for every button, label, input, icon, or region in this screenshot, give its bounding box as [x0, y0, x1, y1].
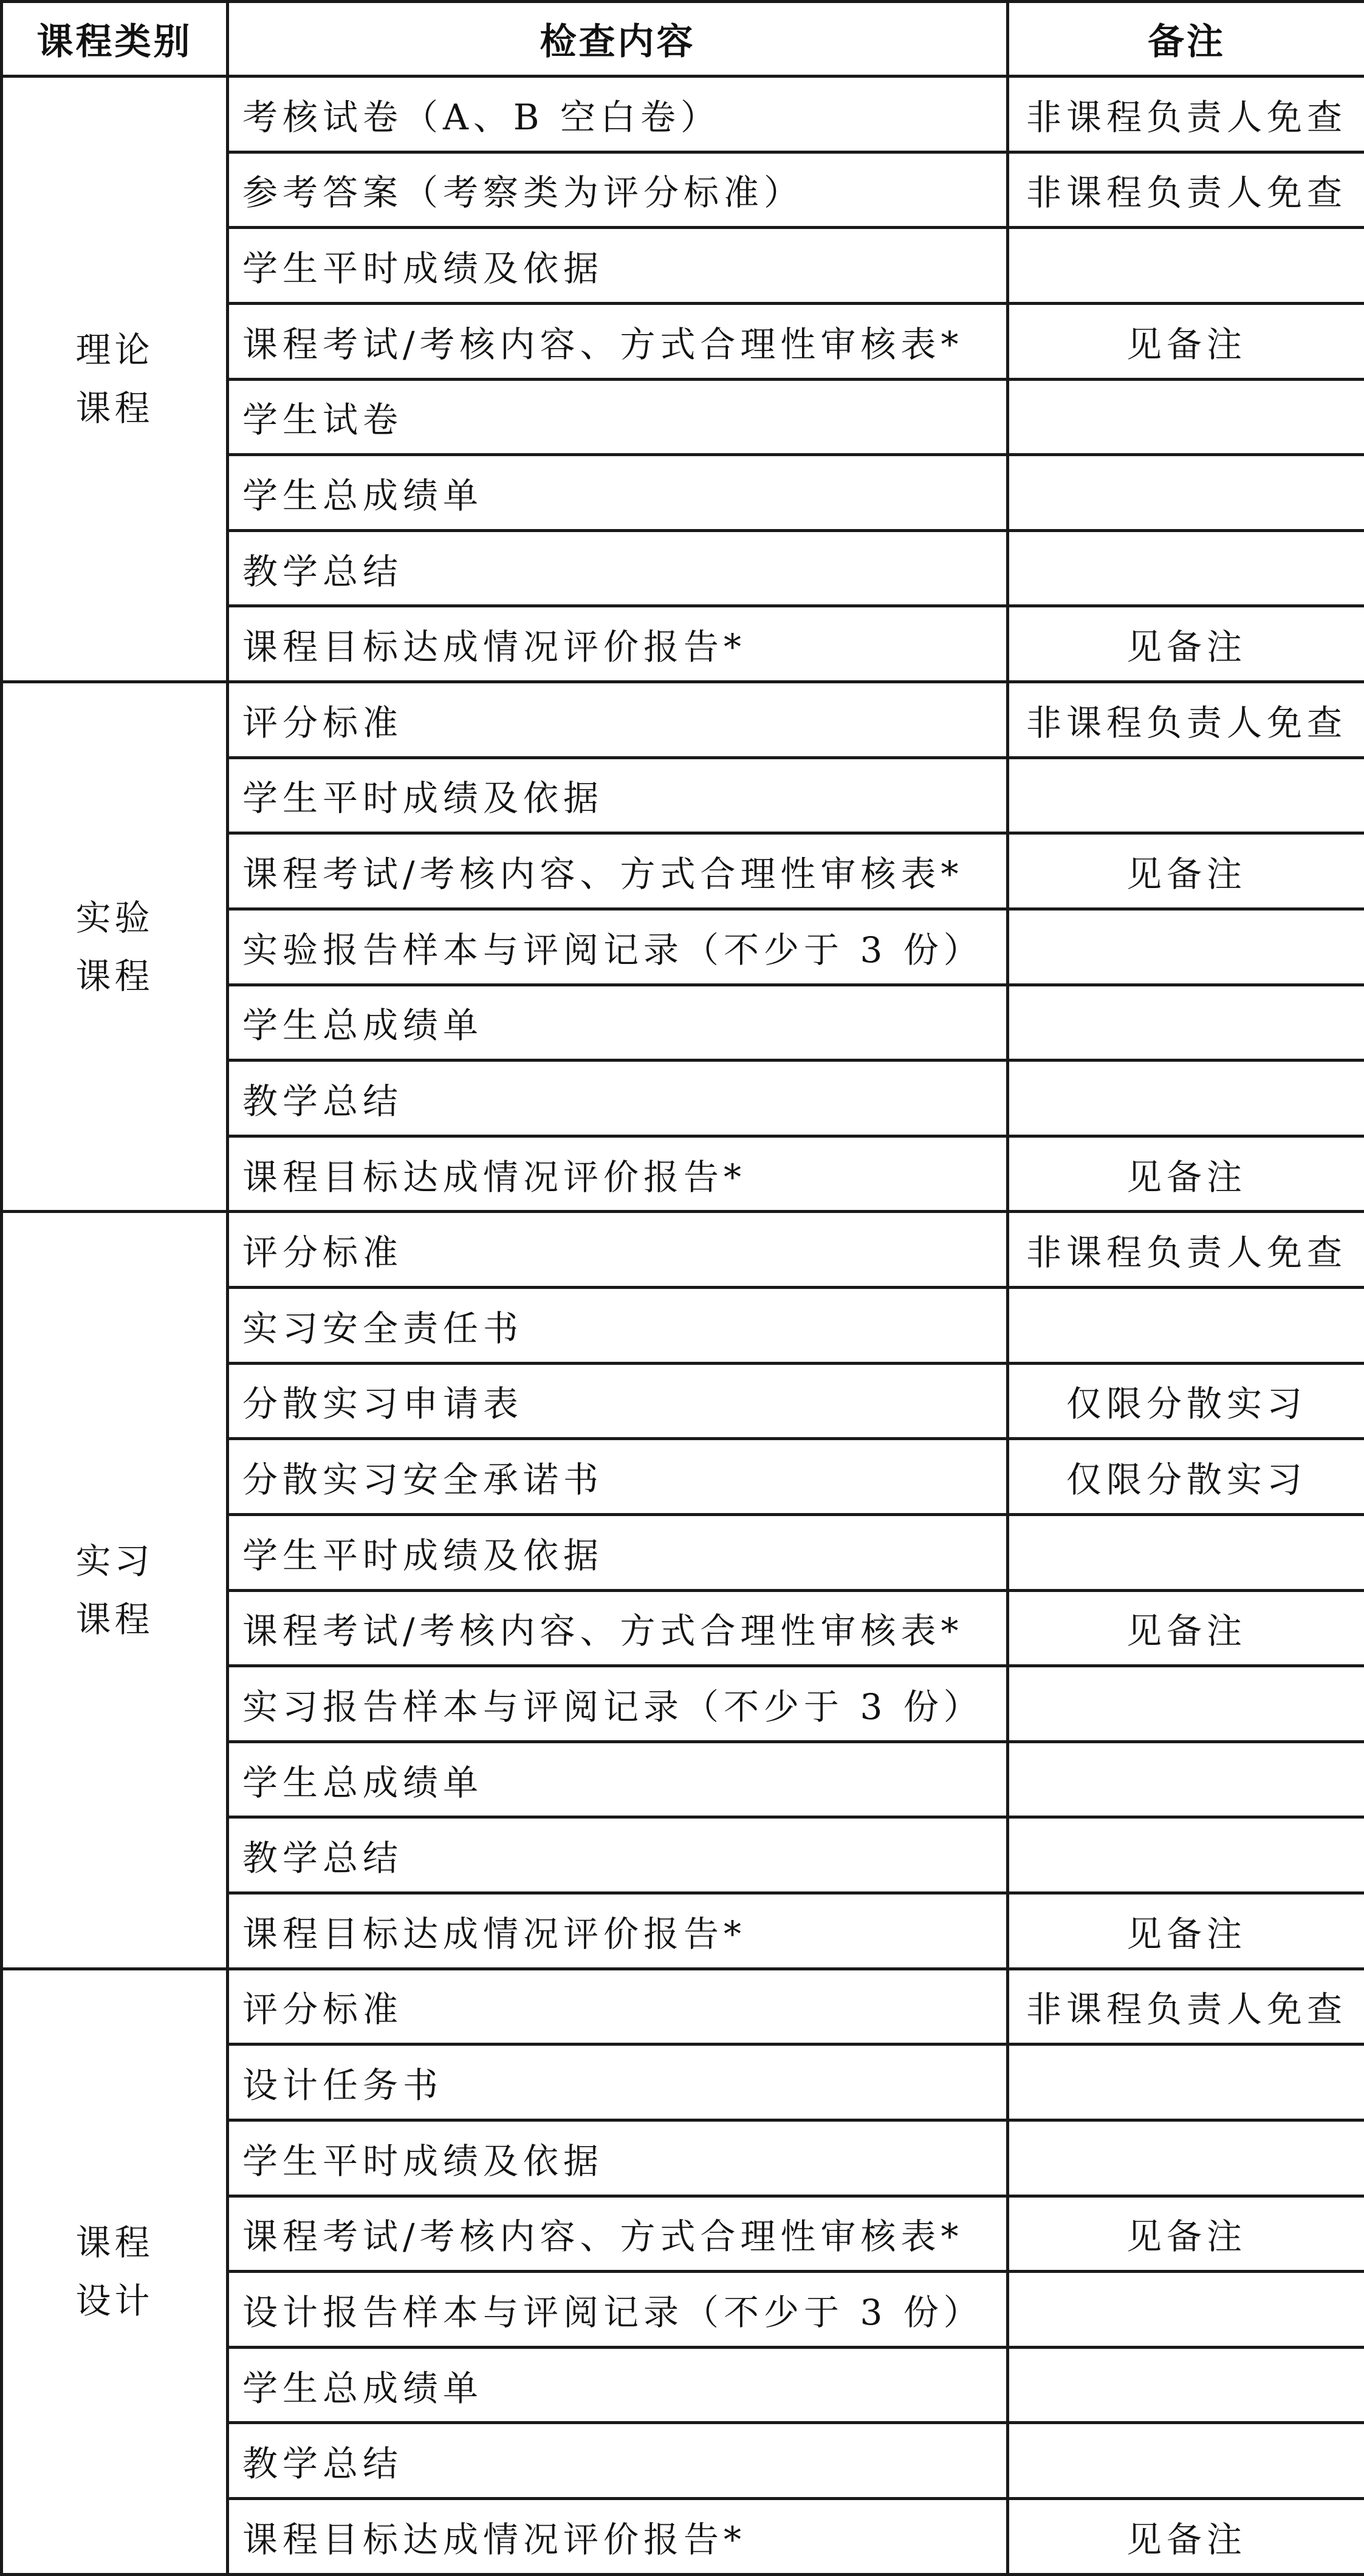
remark-cell: [1008, 1817, 1364, 1893]
remark-cell: [1008, 2272, 1364, 2348]
category-cell: [2, 77, 228, 682]
category-label-line: 课程: [75, 955, 154, 997]
content-cell: 评分标准: [228, 682, 1008, 758]
content-cell: 教学总结: [228, 1817, 1008, 1893]
header-category: 课程类别: [2, 2, 228, 77]
remark-cell: 非课程负责人免查: [1008, 1969, 1364, 2045]
remark-cell: 见备注: [1008, 833, 1364, 909]
content-cell: 课程目标达成情况评价报告*: [228, 1893, 1008, 1969]
category-label-line: 课程: [75, 1599, 154, 1640]
category-cell: [2, 682, 228, 1212]
content-cell: 实习报告样本与评阅记录（不少于 3 份）: [228, 1666, 1008, 1742]
table-row: [2, 1212, 1364, 1288]
remark-cell: [1008, 1514, 1364, 1590]
content-cell: 课程考试/考核内容、方式合理性审核表*: [228, 2196, 1008, 2272]
content-cell: 分散实习安全承诺书: [228, 1439, 1008, 1515]
category-label-line: 实习: [75, 1540, 154, 1582]
content-cell: 课程目标达成情况评价报告*: [228, 1136, 1008, 1212]
content-cell: 教学总结: [228, 530, 1008, 606]
content-cell: 评分标准: [228, 1212, 1008, 1288]
content-cell: 教学总结: [228, 2423, 1008, 2499]
remark-cell: [1008, 1741, 1364, 1817]
category-cell: [2, 1969, 228, 2574]
category-label-line: 课程: [75, 388, 154, 429]
category-cell: [2, 1212, 228, 1969]
content-cell: 学生总成绩单: [228, 2347, 1008, 2423]
content-cell: 学生总成绩单: [228, 1741, 1008, 1817]
header-row: [2, 2, 1364, 77]
content-cell: 课程考试/考核内容、方式合理性审核表*: [228, 833, 1008, 909]
remark-cell: [1008, 228, 1364, 304]
content-cell: 学生平时成绩及依据: [228, 228, 1008, 304]
content-cell: 分散实习申请表: [228, 1363, 1008, 1439]
remark-cell: 见备注: [1008, 606, 1364, 682]
remark-cell: 非课程负责人免查: [1008, 682, 1364, 758]
content-cell: 课程考试/考核内容、方式合理性审核表*: [228, 1590, 1008, 1666]
remark-cell: 见备注: [1008, 303, 1364, 379]
content-cell: 课程目标达成情况评价报告*: [228, 606, 1008, 682]
table-body: [2, 77, 1364, 2575]
category-label-line: 设计: [75, 2280, 154, 2321]
remark-cell: 非课程负责人免查: [1008, 1212, 1364, 1288]
content-cell: 学生试卷: [228, 379, 1008, 455]
remark-cell: [1008, 2045, 1364, 2120]
table-header: [2, 2, 1364, 77]
remark-cell: [1008, 2120, 1364, 2196]
remark-cell: [1008, 985, 1364, 1061]
remark-cell: [1008, 1061, 1364, 1136]
content-cell: 考核试卷（A、B 空白卷）: [228, 77, 1008, 152]
remark-cell: 见备注: [1008, 1136, 1364, 1212]
content-cell: 课程考试/考核内容、方式合理性审核表*: [228, 303, 1008, 379]
category-label-line: 理论: [75, 329, 154, 371]
remark-cell: [1008, 2347, 1364, 2423]
remark-cell: [1008, 379, 1364, 455]
category-label-line: 课程: [75, 2221, 154, 2263]
content-cell: 学生平时成绩及依据: [228, 757, 1008, 833]
content-cell: 学生平时成绩及依据: [228, 2120, 1008, 2196]
remark-cell: 非课程负责人免查: [1008, 152, 1364, 228]
remark-cell: [1008, 909, 1364, 985]
content-cell: 学生总成绩单: [228, 985, 1008, 1061]
remark-cell: 见备注: [1008, 2499, 1364, 2575]
content-cell: 学生平时成绩及依据: [228, 1514, 1008, 1590]
content-cell: 设计任务书: [228, 2045, 1008, 2120]
category-label-line: 实验: [75, 897, 154, 938]
header-content: 检查内容: [228, 2, 1008, 77]
remark-cell: [1008, 530, 1364, 606]
remark-cell: [1008, 455, 1364, 531]
content-cell: 参考答案（考察类为评分标准）: [228, 152, 1008, 228]
remark-cell: 非课程负责人免查: [1008, 77, 1364, 152]
content-cell: 学生总成绩单: [228, 455, 1008, 531]
content-cell: 教学总结: [228, 1061, 1008, 1136]
table-row: [2, 682, 1364, 758]
table-row: [2, 77, 1364, 152]
remark-cell: [1008, 757, 1364, 833]
table-row: [2, 1969, 1364, 2045]
content-cell: 课程目标达成情况评价报告*: [228, 2499, 1008, 2575]
remark-cell: [1008, 1288, 1364, 1364]
header-remark: 备注: [1008, 2, 1364, 77]
remark-cell: [1008, 1666, 1364, 1742]
content-cell: 实习安全责任书: [228, 1288, 1008, 1364]
content-cell: 评分标准: [228, 1969, 1008, 2045]
content-cell: 实验报告样本与评阅记录（不少于 3 份）: [228, 909, 1008, 985]
remark-cell: 仅限分散实习: [1008, 1363, 1364, 1439]
remark-cell: 见备注: [1008, 2196, 1364, 2272]
remark-cell: [1008, 2423, 1364, 2499]
content-cell: 设计报告样本与评阅记录（不少于 3 份）: [228, 2272, 1008, 2348]
remark-cell: 见备注: [1008, 1590, 1364, 1666]
remark-cell: 见备注: [1008, 1893, 1364, 1969]
remark-cell: 仅限分散实习: [1008, 1439, 1364, 1515]
